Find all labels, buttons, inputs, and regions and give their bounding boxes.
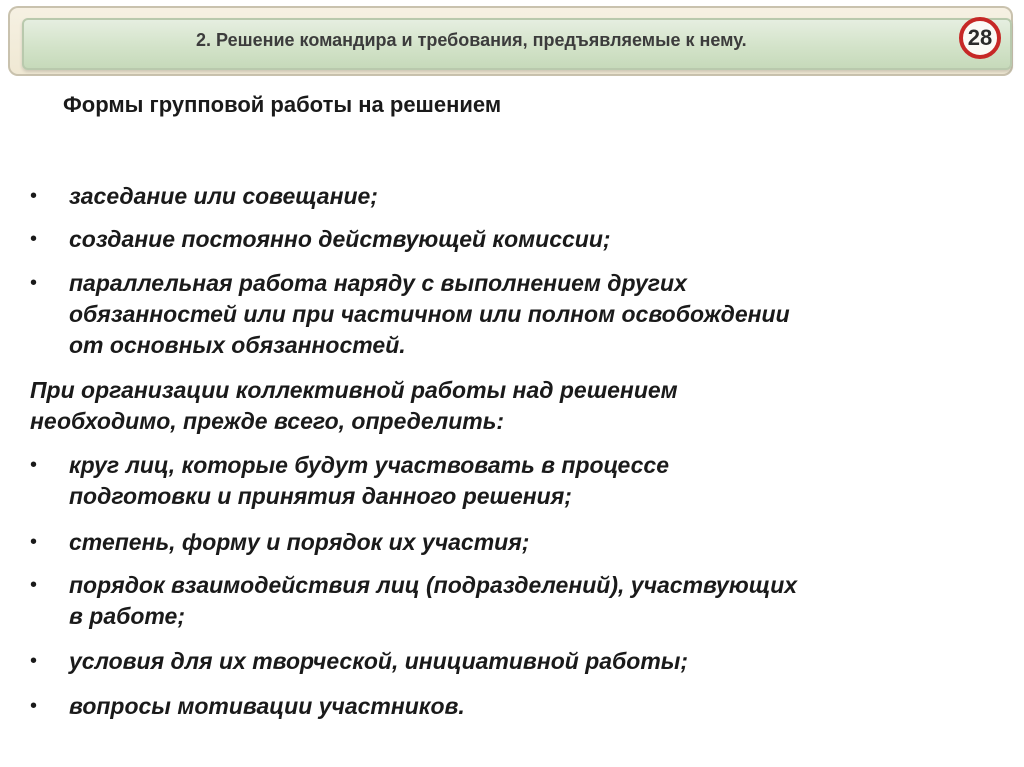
list-item-text: вопросы мотивации участников. — [69, 693, 465, 719]
bullet-icon: • — [30, 185, 38, 207]
bullet-icon: • — [30, 574, 38, 596]
list-item-text: параллельная работа наряду с выполнением других обязанностей или при частичном или полном освобождении от основных обязанностей. — [69, 270, 790, 358]
list-item-text: условия для их творческой, инициативной работы; — [69, 648, 689, 674]
bullet-icon: • — [30, 531, 38, 553]
list-item-text: степень, форму и порядок их участия; — [69, 529, 530, 555]
bullet-icon: • — [30, 454, 38, 476]
list-item-text: порядок взаимодействия лиц (подразделений), участвующих в работе; — [69, 572, 798, 629]
intro-paragraph: При организации коллективной работы над решением необходимо, прежде всего, определить: — [30, 377, 678, 434]
list-item-text: круг лиц, которые будут участвовать в процессе подготовки и принятия данного решения; — [69, 452, 669, 509]
list-item-text: заседание или совещание; — [69, 183, 378, 209]
slide-title: 2. Решение командира и требования, предъявляемые к нему. — [196, 30, 747, 50]
bullet-icon: • — [30, 695, 38, 717]
slide-number-badge: 28 — [959, 17, 1001, 59]
bullet-icon: • — [30, 650, 38, 672]
list-item-text: создание постоянно действующей комиссии; — [69, 226, 611, 252]
bullet-icon: • — [30, 272, 38, 294]
section-heading: Формы групповой работы на решением — [63, 92, 502, 117]
bullet-icon: • — [30, 228, 38, 250]
